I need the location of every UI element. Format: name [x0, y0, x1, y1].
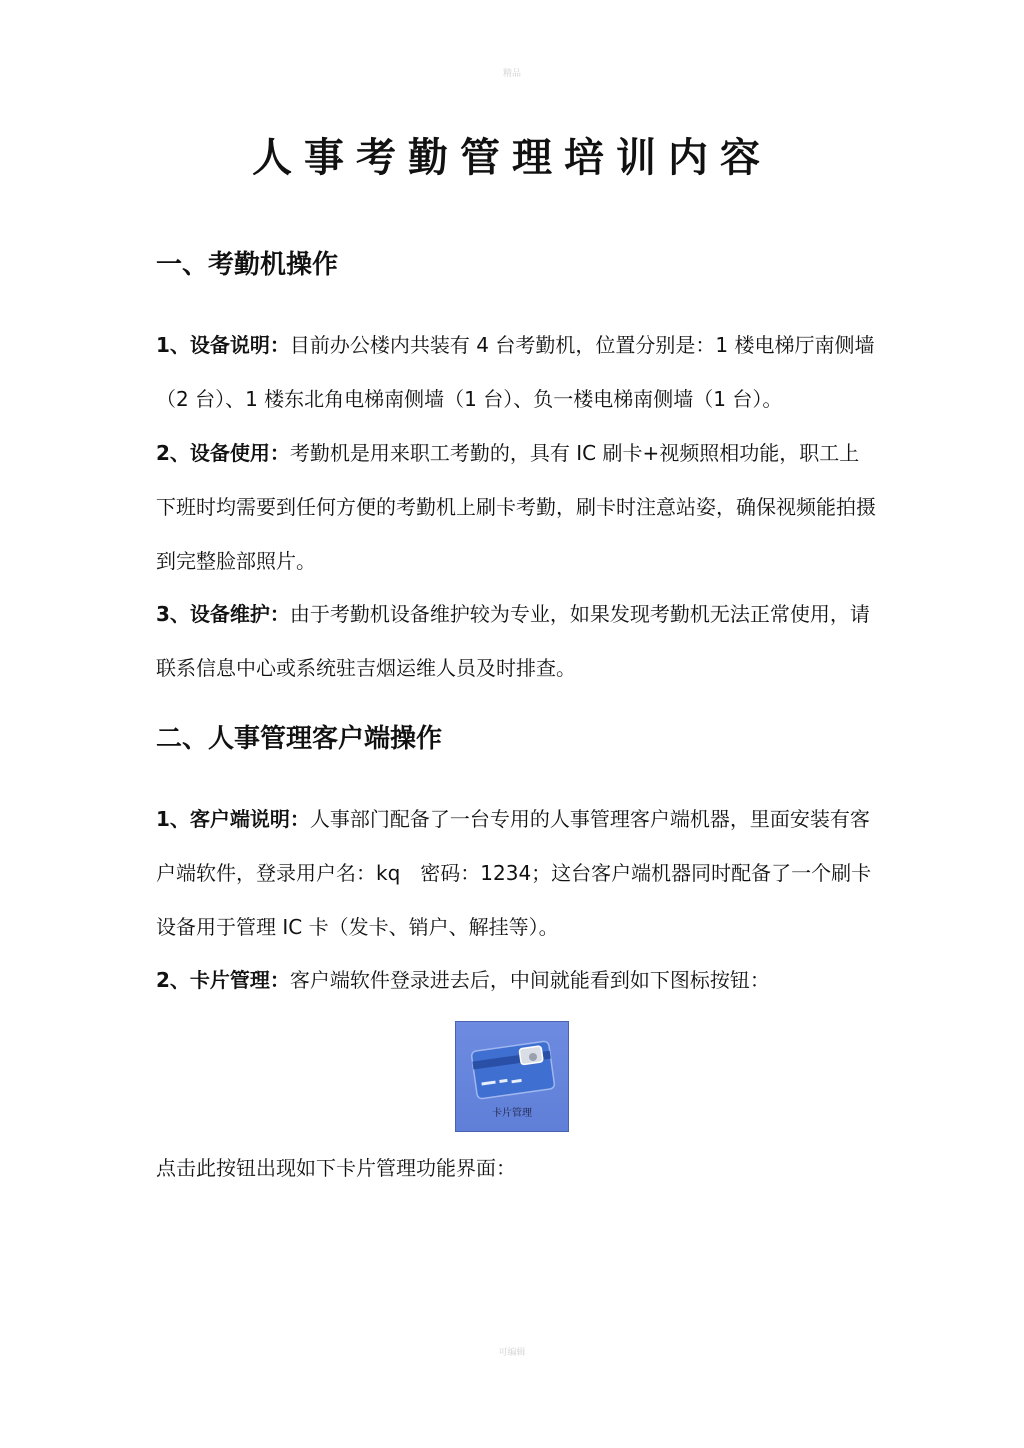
- paragraph-label: 3、设备维护：: [156, 602, 290, 626]
- section-heading-hr-client: 二、人事管理客户端操作: [156, 724, 443, 754]
- paragraph-device-maintenance: [156, 587, 876, 695]
- header-watermark: 精品: [502, 69, 521, 79]
- paragraph-text: 由于考勤机设备维护较为专业，如果发现考勤机无法正常使用，请联系信息中心或系统驻吉烟运维人员及时排查。: [156, 602, 870, 680]
- paragraph-label: 2、设备使用：: [156, 441, 290, 465]
- paragraph-label: 2、卡片管理：: [156, 968, 290, 992]
- paragraph-text: 人事部门配备了一台专用的人事管理客户端机器，里面安装有客户端软件，登录用户名：kq 密码：1234；这台客户端机器同时配备了一个刷卡设备用于管理 IC 卡（发卡、销户、解挂等）。: [156, 807, 872, 939]
- section-heading-attendance-machine: 一、考勤机操作: [156, 250, 339, 280]
- card-management-button[interactable]: [455, 1021, 569, 1132]
- paragraph-label: 1、客户端说明：: [156, 807, 310, 831]
- paragraph-device-description: [156, 318, 876, 426]
- page-title: 人事考勤管理培训内容: [252, 135, 772, 181]
- paragraph-client-description: [156, 792, 876, 954]
- paragraph-after-icon: 点击此按钮出现如下卡片管理功能界面：: [156, 1156, 516, 1180]
- paragraph-text: 客户端软件登录进去后，中间就能看到如下图标按钮：: [289, 968, 770, 992]
- paragraph-device-usage: [156, 426, 876, 588]
- paragraph-text: 考勤机是用来职工考勤的，具有 IC 刷卡+视频照相功能，职工上下班时均需要到任何方便的考勤机上刷卡考勤，刷卡时注意站姿，确保视频能拍摄到完整脸部照片。: [156, 441, 876, 573]
- paragraph-text: 目前办公楼内共装有 4 台考勤机，位置分别是：1 楼电梯厅南侧墙（2 台）、1 楼东北角电梯南侧墙（1 台）、负一楼电梯南侧墙（1 台）。: [156, 333, 875, 411]
- footer-watermark: 可编辑: [498, 1348, 526, 1358]
- paragraph-card-management: [156, 953, 876, 1007]
- paragraph-label: 1、设备说明：: [156, 333, 290, 357]
- card-management-caption: 卡片管理: [492, 1108, 532, 1119]
